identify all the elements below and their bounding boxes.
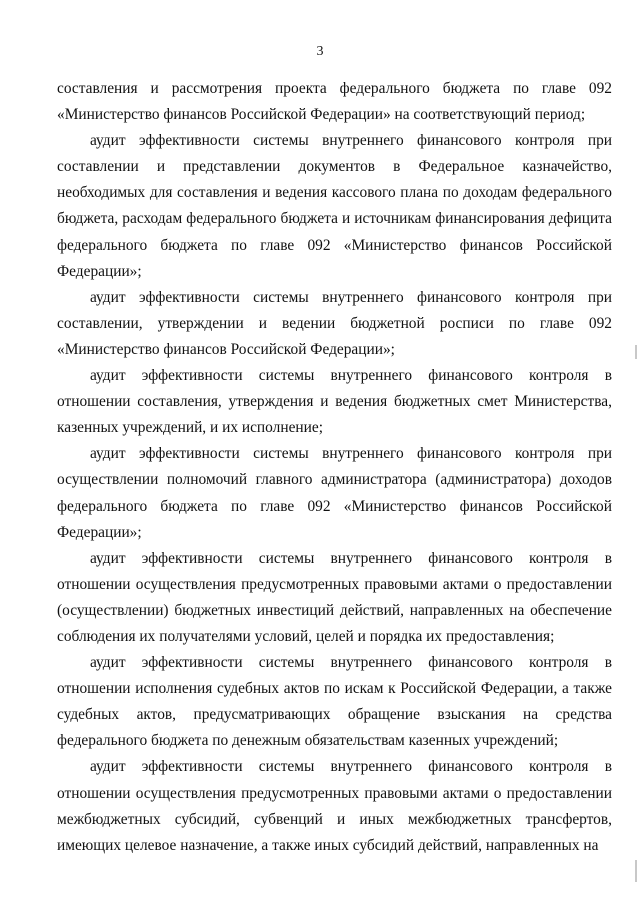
scan-edge-mark	[635, 345, 637, 359]
paragraph-4: аудит эффективности системы внутреннего финансового контроля в отношении составления, утверждения и ведения бюджетных смет Министерства, казенных учреждений, и их исполнение;	[57, 367, 612, 437]
paragraph-8: аудит эффективности системы внутреннего финансового контроля в отношении осуществления предусмотренных правовыми актами о предоставлении межбюджетных субсидий, субвенций и иных межбюджетных трансфертов, имеющих целевое назначение, а также иных субсидий действий, направленных на	[57, 758, 612, 854]
paragraph-5: аудит эффективности системы внутреннего финансового контроля при осуществлении полномочий главного администратора (администратора) доходов федерального бюджета по главе 092 «Министерство финансов Российской Федерации»;	[57, 445, 612, 541]
scan-edge-mark	[635, 860, 637, 882]
paragraph-1: составления и рассмотрения проекта федерального бюджета по главе 092 «Министерство финансов Российской Федерации» на соответствующий период;	[57, 80, 612, 124]
paragraph-2: аудит эффективности системы внутреннего финансового контроля при составлении и представлении документов в Федеральное казначейство, необходимых для составления и ведения кассового плана по доходам федерального бюджета, расходам федерального бюджета и источникам финансирования дефицита федерального бюджета по главе 092 «Министерство финансов Российской Федерации»;	[57, 132, 612, 280]
page-number: 3	[316, 44, 324, 59]
paragraph-3: аудит эффективности системы внутреннего финансового контроля при составлении, утверждении и ведении бюджетной росписи по главе 092 «Министерство финансов Российской Федерации»;	[57, 288, 612, 358]
paragraph-6: аудит эффективности системы внутреннего финансового контроля в отношении осуществления предусмотренных правовыми актами о предоставлении (осуществлении) бюджетных инвестиций действий, направленных на обеспечение соблюдения их получателями условий, целей и порядка их предоставления;	[57, 549, 612, 645]
document-body	[57, 76, 612, 859]
paragraph-7: аудит эффективности системы внутреннего финансового контроля в отношении исполнения судебных актов по искам к Российской Федерации, а также судебных актов, предусматривающих обращение взыскания на средства федерального бюджета по денежным обязательствам казенных учреждений;	[57, 654, 612, 750]
